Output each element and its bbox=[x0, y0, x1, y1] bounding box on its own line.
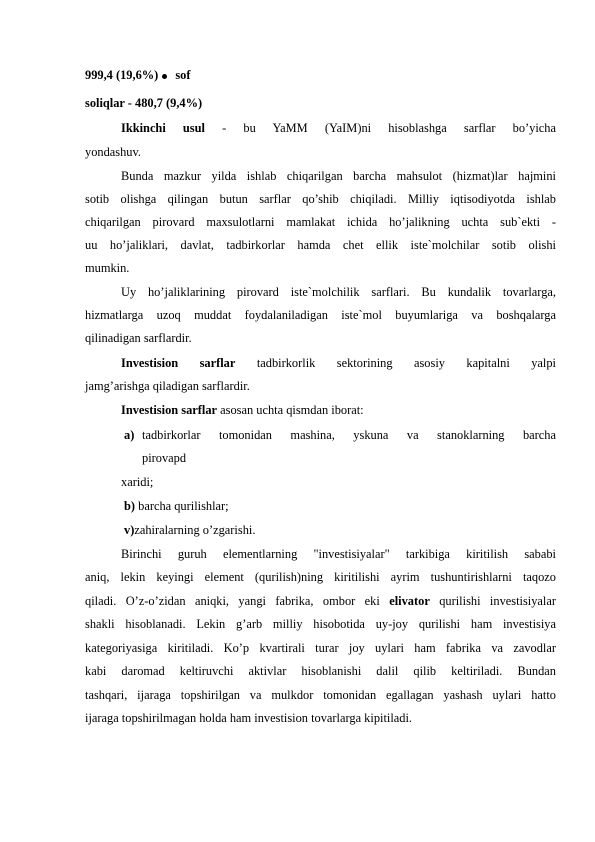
line-2: soliqlar - 480,7 (9,4%) bbox=[85, 96, 203, 110]
list-marker: b) bbox=[124, 499, 136, 513]
list-text: tadbirkorlar tomonidan mashina, yskuna va stanoklarning barcha bbox=[142, 428, 556, 442]
line-28: ijaraga topshirilmagan holda ham investision tovarlarga kipitiladi. bbox=[85, 711, 413, 725]
line-11: hizmatlarga uzoq muddat foydalaniladigan iste`mol buyumlariga va boshqalarga bbox=[85, 308, 556, 322]
line-12: qilinadigan sarflardir. bbox=[85, 331, 192, 345]
line-3 bbox=[121, 120, 556, 136]
line-24: shakli hisoblanadi. Lekin g’arb milliy hisobotida uy-joy qurilishi ham investisiya bbox=[85, 617, 556, 631]
line-18: xaridi; bbox=[121, 475, 154, 489]
line-5: Bunda mazkur yilda ishlab chiqarilgan barcha mahsulot (hizmat)lar hajmini bbox=[121, 169, 556, 183]
line-27: tashqari, ijaraga topshirilgan va mulkdor tomonidan egallagan yashash uylari hatto bbox=[85, 688, 556, 702]
term-bold: elivator bbox=[389, 594, 430, 608]
line-13 bbox=[121, 355, 556, 371]
line-10: Uy ho’jaliklarining pirovard iste`molchilik sarflari. Bu kundalik tovarlarga, bbox=[121, 285, 556, 299]
bullet-icon bbox=[162, 74, 167, 79]
body-text: qurilishi investisiyalar bbox=[429, 594, 556, 608]
value-text: 999,4 (19,6%) bbox=[85, 68, 159, 82]
line-23 bbox=[85, 593, 556, 609]
line-9: mumkin. bbox=[85, 261, 130, 275]
term-bold: Ikkinchi usul bbox=[121, 121, 205, 135]
value-text: sof bbox=[175, 68, 191, 82]
line-26: kabi daromad keltiruvchi aktivlar hisoblanishi dalil qilib keltiriladi. Bundan bbox=[85, 664, 556, 678]
list-marker: a) bbox=[124, 428, 135, 442]
line-14: jamg’arishga qiladigan sarflardir. bbox=[85, 379, 250, 393]
line-25: kategoriyasiga kiritiladi. Ko’p kvartirali turar joy uylari ham fabrika va zavodlar bbox=[85, 641, 556, 655]
term-bold: Investision sarflar bbox=[121, 356, 236, 370]
list-item-a bbox=[124, 427, 556, 443]
term-bold: Investision sarflar bbox=[121, 403, 218, 417]
line-4: yondashuv. bbox=[85, 145, 141, 159]
list-text: barcha qurilishlar; bbox=[135, 499, 229, 513]
line-8: uu ho’jaliklari, davlat, tadbirkorlar hamda chet ellik iste`molchilar sotib olishi bbox=[85, 238, 556, 252]
line-21: Birinchi guruh elementlarning "investisiyalar" tarkibiga kiritilish sababi bbox=[121, 547, 556, 561]
line-22: aniq, lekin keyingi element (qurilish)ning kiritilishi ayrim tushuntirishlarni taqozo bbox=[85, 570, 556, 584]
line-1 bbox=[85, 67, 556, 83]
body-text: qiladi. O’z-o’zidan aniqki, yangi fabrika, ombor eki bbox=[85, 594, 390, 608]
line-7: chiqarilgan pirovard maxsulotlarni mamlakat ichida ho’jalikning uchta sub`ekti - bbox=[85, 215, 556, 229]
list-marker: v) bbox=[124, 523, 135, 537]
line-15 bbox=[121, 402, 592, 418]
list-item-v bbox=[124, 522, 595, 538]
line-6: sotib olishga qilingan butun sarflar qo’shib chiqiladi. Milliy iqtisodiyotda ishlab bbox=[85, 192, 556, 206]
body-text: - bu YaMM (YaIM)ni hisoblashga sarflar bo’yicha bbox=[204, 121, 557, 135]
body-text: asosan uchta qismdan iborat: bbox=[217, 403, 364, 417]
line-17: pirovapd bbox=[142, 451, 187, 465]
list-item-b bbox=[124, 498, 595, 514]
body-text: tadbirkorlik sektorining asosiy kapitalni yalpi bbox=[235, 356, 556, 370]
list-text: zahiralarning o’zgarishi. bbox=[134, 523, 256, 537]
